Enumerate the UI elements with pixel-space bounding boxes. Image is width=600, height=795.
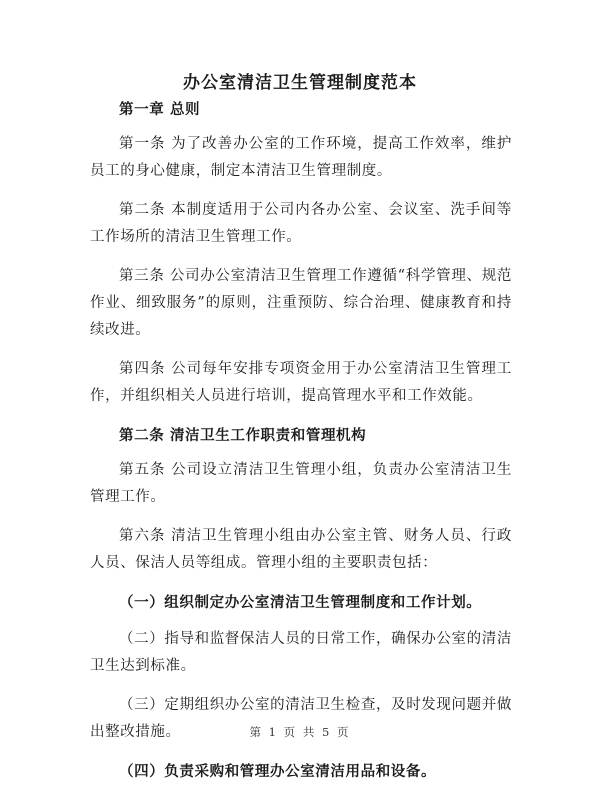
article-1: 第一条 为了改善办公室的工作环境，提高工作效率，维护员工的身心健康，制定本清洁卫生管理制度。 xyxy=(90,136,512,179)
article-2: 第二条 本制度适用于公司内各办公室、会议室、洗手间等工作场所的清洁卫生管理工作。 xyxy=(90,202,512,245)
chapter-heading-1: 第一章 总则 xyxy=(119,101,201,118)
duty-item-3: （三）定期组织办公室的清洁卫生检查，及时发现问题并做出整改措施。 xyxy=(90,697,512,740)
article-4: 第四条 公司每年安排专项资金用于办公室清洁卫生管理工作，并组织相关人员进行培训，提高管理水平和工作效能。 xyxy=(90,361,512,404)
document-body xyxy=(90,96,512,795)
article-3: 第三条 公司办公室清洁卫生管理工作遵循“科学管理、规范作业、细致服务”的原则，注重预防、综合治理、健康教育和持续改进。 xyxy=(90,268,512,338)
article-5: 第五条 公司设立清洁卫生管理小组，负责办公室清洁卫生管理工作。 xyxy=(90,462,512,505)
article-6: 第六条 清洁卫生管理小组由办公室主管、财务人员、行政人员、保洁人员等组成。管理小组的主要职责包括： xyxy=(90,528,512,571)
chapter-heading-2: 第二条 清洁卫生工作职责和管理机构 xyxy=(119,427,367,444)
duty-item-1: （一）组织制定办公室清洁卫生管理制度和工作计划。 xyxy=(119,594,482,611)
page-number-footer: 第 1 页 共 5 页 xyxy=(249,725,351,739)
document-title: 办公室清洁卫生管理制度范本 xyxy=(183,73,417,93)
duty-item-4: （四）负责采购和管理办公室清洁用品和设备。 xyxy=(119,763,437,780)
duty-item-2: （二）指导和监督保洁人员的日常工作，确保办公室的清洁卫生达到标准。 xyxy=(90,631,512,674)
